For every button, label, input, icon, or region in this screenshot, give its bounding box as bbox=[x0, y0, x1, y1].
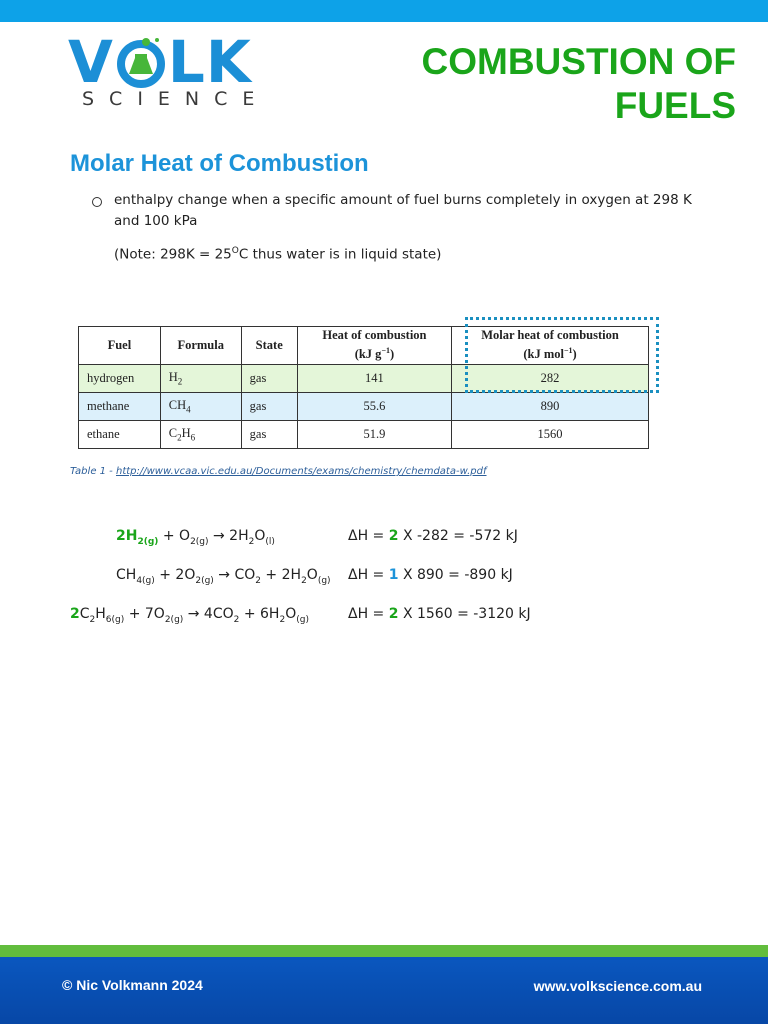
cell-molar-heat: 1560 bbox=[452, 421, 649, 449]
cell-molar-heat: 282 bbox=[452, 365, 649, 393]
footer-green-stripe bbox=[0, 945, 768, 957]
definition-text: enthalpy change when a specific amount of fuel burns completely in oxygen at 298 K and 100 kPa bbox=[114, 192, 692, 229]
logo-wordmark bbox=[68, 28, 252, 96]
section-title: Molar Heat of Combustion bbox=[70, 150, 369, 177]
cell-formula: $C_2H_6$ bbox=[160, 421, 241, 449]
logo-letter-k: K bbox=[205, 28, 252, 96]
equation-methane: $CH_{4(g)} + 2O_{2(g)} \to CO_2 + 2H_2O_{(g)}$ bbox=[116, 567, 331, 586]
cell-fuel: ethane bbox=[79, 421, 161, 449]
cell-fuel: hydrogen bbox=[79, 365, 161, 393]
cell-formula: $CH_4$ bbox=[160, 393, 241, 421]
cell-molar-heat: 890 bbox=[452, 393, 649, 421]
footer bbox=[0, 957, 768, 1024]
page-title: COMBUSTION OF FUELS bbox=[421, 41, 736, 126]
enthalpy-hydrogen: ΔH = 2 X -282 = -572 kJ bbox=[348, 528, 518, 544]
equation-ethane: $2C_2H_{6(g)} + 7O_{2(g)} \to 4CO_2 + 6H_2O_{(g)}$ bbox=[70, 606, 309, 625]
logo-subtitle: SCIENCE bbox=[82, 88, 270, 110]
header-state: State bbox=[241, 327, 297, 365]
logo-letter-l: L bbox=[167, 28, 206, 96]
cell-fuel: methane bbox=[79, 393, 161, 421]
cell-heat: 55.6 bbox=[297, 393, 451, 421]
bullet-circle-icon bbox=[92, 197, 102, 207]
cell-heat: 141 bbox=[297, 365, 451, 393]
cell-state: gas bbox=[241, 365, 297, 393]
note-text: (Note: $298K = 25^OC$ thus water is in liquid state) bbox=[114, 246, 442, 263]
footer-website-link[interactable]: www.volkscience.com.au bbox=[533, 978, 702, 994]
molar-heat-highlight-box bbox=[465, 317, 659, 393]
table-caption: Table 1 - http://www.vcaa.vic.edu.au/Documents/exams/chemistry/chemdata-w.pdf bbox=[70, 466, 487, 477]
enthalpy-methane: ΔH = 1 X 890 = -890 kJ bbox=[348, 567, 513, 583]
header-fuel: Fuel bbox=[79, 327, 161, 365]
footer-copyright: © Nic Volkmann 2024 bbox=[62, 977, 203, 993]
cell-heat: 51.9 bbox=[297, 421, 451, 449]
top-bar bbox=[0, 0, 768, 22]
volk-science-logo bbox=[68, 28, 278, 112]
table-row bbox=[79, 393, 649, 421]
table-row bbox=[79, 421, 649, 449]
source-link[interactable]: http://www.vcaa.vic.edu.au/Documents/exams/chemistry/chemdata-w.pdf bbox=[115, 466, 487, 477]
header-heat: Heat of combustion (kJ $g^{-1}$) bbox=[297, 327, 451, 365]
header-formula: Formula bbox=[160, 327, 241, 365]
cell-state: gas bbox=[241, 421, 297, 449]
logo-letter-v: V bbox=[68, 28, 114, 96]
cell-formula: $H_2$ bbox=[160, 365, 241, 393]
enthalpy-ethane: ΔH = 2 X 1560 = -3120 kJ bbox=[348, 606, 531, 622]
cell-state: gas bbox=[241, 393, 297, 421]
equation-hydrogen: $2H_{2(g)} + O_{2(g)} \to 2H_2O_{(l)}$ bbox=[116, 528, 275, 547]
header-molar-heat: Molar heat of combustion (kJ mol$^{-1}$) bbox=[452, 327, 649, 365]
flask-icon bbox=[116, 36, 166, 88]
